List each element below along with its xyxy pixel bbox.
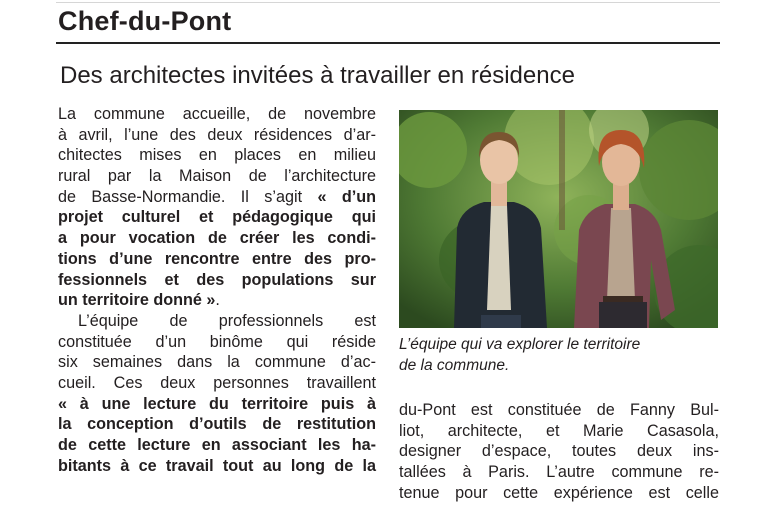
- text-line: [58, 394, 376, 415]
- bold-text-run: fessionnels et des populations sur: [58, 270, 376, 289]
- text-line: [58, 145, 376, 166]
- text-line: [58, 207, 376, 228]
- bold-text-run: tions d’une rencontre entre des pro-: [58, 249, 376, 268]
- text-run: constituée d’un binôme qui réside: [58, 332, 376, 351]
- bold-text-run: la conception d’outils de restitution: [58, 415, 376, 434]
- text-run: de Basse-Normandie. Il s’agit: [58, 187, 318, 206]
- text-run: six semaines dans la commune d’ac-: [58, 353, 376, 372]
- text-line: [58, 290, 376, 311]
- article-column-left: [58, 104, 376, 476]
- bold-text-run: bitants à ce travail tout au long de la: [58, 456, 376, 475]
- article-headline: Des architectes invitées à travailler en résidence: [60, 62, 575, 89]
- caption-line: de la commune.: [399, 357, 510, 374]
- text-line: [58, 228, 376, 249]
- text-line: [58, 373, 376, 394]
- text-run: .: [215, 291, 220, 310]
- text-line: du-Pont est constituée de Fanny Bul-: [399, 401, 719, 419]
- text-line: [58, 435, 376, 456]
- text-line: [58, 166, 376, 187]
- bold-text-run: projet culturel et pédagogique qui: [58, 208, 376, 227]
- bold-text-run: « à une lecture du territoire puis à: [58, 394, 376, 413]
- text-line: tenue pour cette expérience est celle: [399, 483, 719, 502]
- text-line: liot, architecte, et Marie Casasola,: [399, 421, 719, 440]
- bold-text-run: de cette lecture en associant les ha-: [58, 436, 376, 454]
- bold-text-run: « d’un: [317, 187, 376, 206]
- article-column-right: [399, 400, 719, 503]
- text-line: [58, 332, 376, 353]
- town-heading: Chef-du-Pont: [58, 6, 232, 36]
- text-line: [58, 352, 376, 373]
- article-photo: [399, 110, 718, 328]
- text-line: [58, 249, 376, 270]
- top-rule: [56, 2, 720, 3]
- text-line: [58, 125, 376, 146]
- photo-caption: [399, 334, 719, 376]
- photo-two-women-in-garden: [399, 110, 718, 328]
- text-line: designer d’espace, toutes deux ins-: [399, 442, 719, 461]
- text-run: rural par la Maison de l’architecture: [58, 167, 376, 186]
- text-line: [58, 311, 376, 332]
- text-line: [58, 104, 376, 125]
- text-run: chitectes mises en places en milieu: [58, 146, 376, 165]
- bold-text-run: a pour vocation de créer les condi-: [58, 229, 376, 248]
- text-line: [58, 414, 376, 435]
- text-run: à avril, l’une des deux résidences d’ar-: [58, 125, 376, 144]
- text-run: cueil. Ces deux personnes travaillent: [58, 373, 376, 392]
- text-run: L’équipe de professionnels est: [78, 311, 376, 330]
- text-line: [58, 456, 376, 477]
- text-line: tallées à Paris. L’autre commune re-: [399, 463, 719, 482]
- heading-rule: [56, 42, 720, 44]
- bold-text-run: un territoire donné »: [58, 291, 216, 310]
- text-line: [58, 270, 376, 291]
- text-line: [58, 187, 376, 208]
- caption-line: L’équipe qui va explorer le territoire: [399, 336, 641, 353]
- text-run: La commune accueille, de novembre: [58, 105, 376, 123]
